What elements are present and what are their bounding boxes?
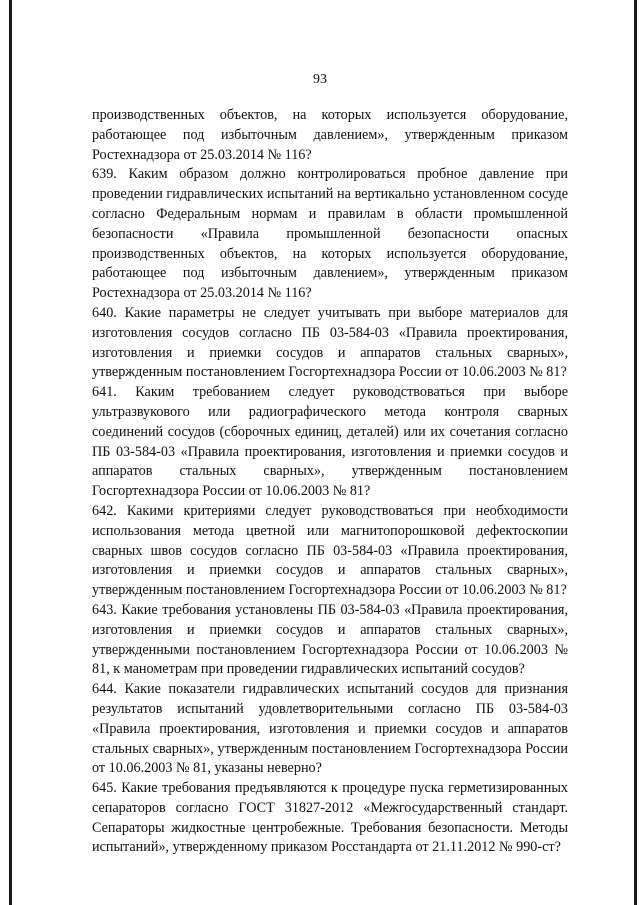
question-644: 644. Какие показатели гидравлических испытаний сосудов для признания результатов испытаний удовлетворительными согласно ПБ 03-584-03 «Правила проектирования, изготовления и приемки сосудов и аппаратов стальных сварных», утвержденным постановлением Госгортехнадзора России от 10.06.2003 № 81, указаны неверно? (92, 681, 568, 777)
question-640: 640. Какие параметры не следует учитывать при выборе материалов для изготовления сосудов согласно ПБ 03-584-03 «Правила проектирования, изготовления и приемки сосудов и аппаратов стальных сварных», утвержденным постановлением Госгортехнадзора России от 10.06.2003 № 81? (92, 304, 568, 381)
paragraph-continuation: производственных объектов, на которых используется оборудование, работающее под избыточным давлением», утвержденным приказом Ростехнадзора от 25.03.2014 № 116? (92, 107, 568, 163)
page-number: 93 (313, 72, 327, 87)
scan-border-right (634, 0, 637, 905)
question-641: 641. Каким требованием следует руководствоваться при выборе ультразвукового или радиографического метода контроля сварных соединений сосудов (сборочных единиц, деталей) или их сочетания согласно ПБ 03-584-03 «Правила проектирования, изготовления и приемки сосудов и аппаратов стальных сварных», утвержденным постановлением Госгортехнадзора России от 10.06.2003 № 81? (92, 384, 568, 500)
question-645: 645. Какие требования предъявляются к процедуре пуска герметизированных сепараторов согласно ГОСТ 31827-2012 «Межгосударственный стандарт. Сепараторы жидкостные центробежные. Требования безопасности. Методы испытаний», утвержденному приказом Росстандарта от 21.11.2012 № 990-ст? (92, 780, 568, 856)
question-643: 643. Какие требования установлены ПБ 03-584-03 «Правила проектирования, изготовления и приемки сосудов и аппаратов стальных сварных», утвержденными постановлением Госгортехнадзора России от 10.06.2003 № 81, к манометрам при проведении гидравлических испытаний сосудов? (92, 601, 568, 678)
scan-border-left (9, 0, 12, 905)
question-642: 642. Какими критериями следует руководствоваться при необходимости использования метода цветной или магнитопорошковой дефектоскопии сварных швов сосудов согласно ПБ 03-584-03 «Правила проектирования, изготовления и приемки сосудов и аппаратов стальных сварных», утвержденным постановлением Госгортехнадзора России от 10.06.2003 № 81? (92, 502, 568, 599)
document-body (92, 106, 568, 858)
question-639: 639. Каким образом должно контролироваться пробное давление при проведении гидравлических испытаний на вертикально установленном сосуде согласно Федеральным нормам и правилам в области промышленной безопасности «Правила промышленной безопасности опасных производственных объектов, на которых используется оборудование, работающее под избыточным давлением», утвержденным приказом Ростехнадзора от 25.03.2014 № 116? (92, 166, 568, 302)
